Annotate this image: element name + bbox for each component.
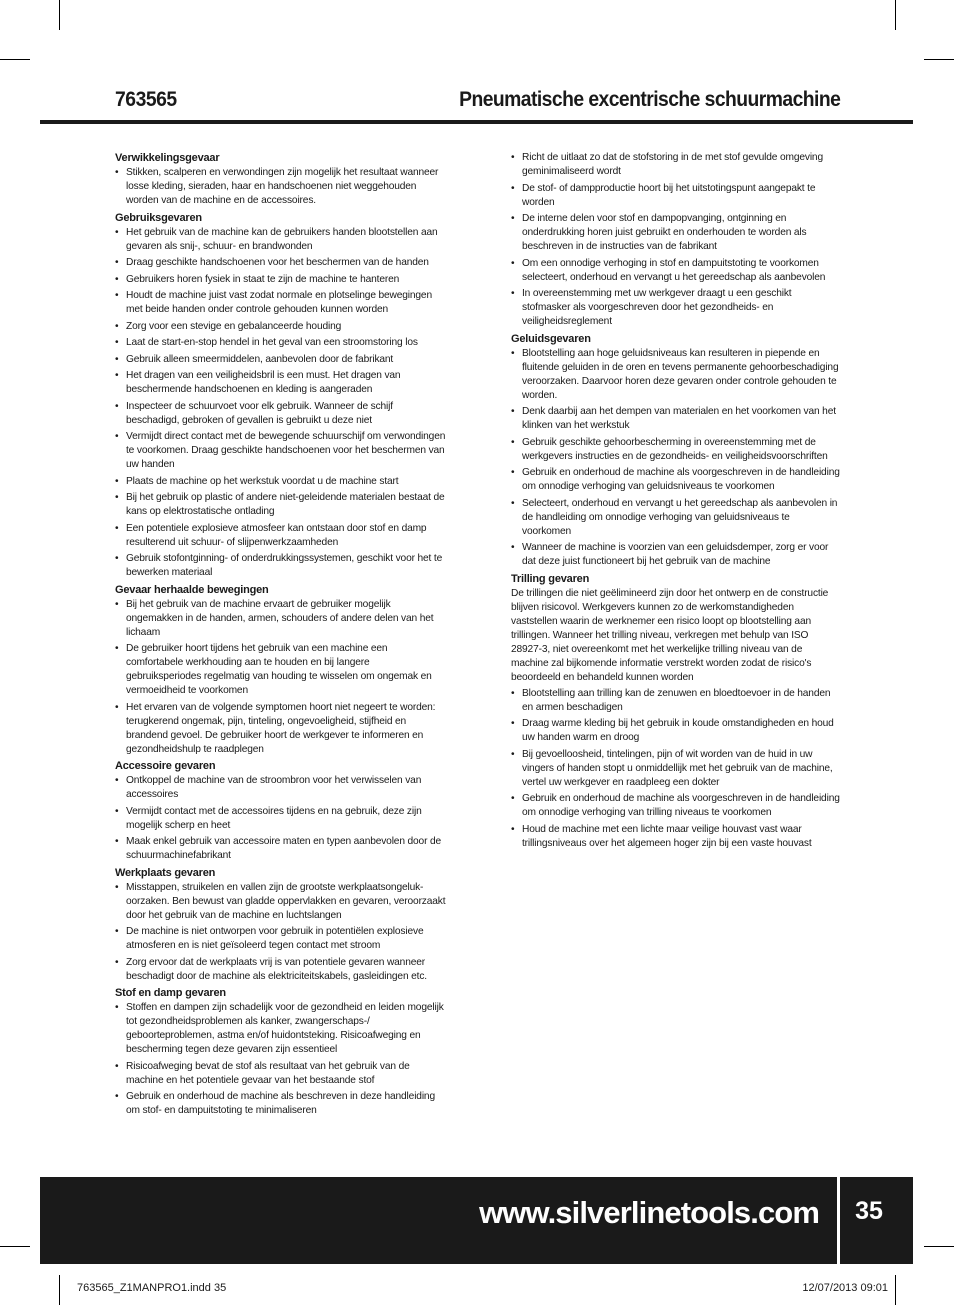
list-item-text: Gebruik en onderhoud de machine als voorgeschreven in de handleiding om onnodige verhoging van trilling niveaus te voorkomen bbox=[522, 793, 840, 818]
list-item bbox=[115, 701, 447, 757]
bullet-icon: • bbox=[511, 467, 515, 478]
list-item-text: Vermijdt direct contact met de bewegende schuurschijf om verwondingen te voorkomen. Draag geschikte handschoenen voor het beschermen van uw handen bbox=[126, 431, 446, 470]
list-item-text: Een potentiele explosieve atmosfeer kan ontstaan door stof en damp resulterend uit schuur- of slijpenwerkzaamheden bbox=[126, 522, 427, 548]
section-heading: Geluidsgevaren bbox=[511, 332, 591, 345]
list-item-text: Bij het gebruik van de machine ervaart de gebruiker mogelijk ongemakken in de handen, armen, schouders of andere delen van het lichaam bbox=[126, 598, 434, 638]
list-item bbox=[511, 823, 841, 851]
crop-mark bbox=[59, 1275, 60, 1305]
list-item bbox=[115, 369, 447, 397]
list-item bbox=[511, 792, 841, 820]
product-code: 763565 bbox=[115, 88, 177, 111]
bullet-icon: • bbox=[115, 370, 119, 381]
list-item-text: Houd de machine met een lichte maar veilige houvast vast waar trillingsniveaus over het algemeen hoger zijn bij een vaste houvast bbox=[522, 823, 812, 849]
list-item-text: Laat de start-en-stop hendel in het geval van een stroomstoring los bbox=[126, 337, 418, 348]
list-item bbox=[115, 336, 447, 350]
bullet-list bbox=[115, 226, 447, 581]
crop-mark bbox=[59, 0, 60, 30]
list-item-text: Plaats de machine op het werkstuk voordat u de machine start bbox=[126, 475, 399, 487]
bullet-icon: • bbox=[511, 436, 515, 448]
section-heading: Gevaar herhaalde bewegingen bbox=[115, 583, 269, 596]
list-item bbox=[115, 491, 447, 519]
list-item bbox=[511, 212, 841, 254]
list-item bbox=[115, 166, 447, 208]
bullet-list bbox=[115, 166, 447, 208]
list-item-text: Blootstelling aan trilling kan de zenuwen en bloedtoevoer in de handen en armen beschadigen bbox=[522, 687, 831, 713]
list-item bbox=[115, 1001, 447, 1057]
bullet-list bbox=[115, 774, 447, 863]
list-item-text: Het dragen van een veiligheidsbril is een must. Het dragen van beschermende handschoenen en kleding is aangeraden bbox=[126, 370, 401, 395]
bullet-icon: • bbox=[115, 553, 119, 564]
bullet-icon: • bbox=[115, 273, 119, 285]
list-item bbox=[115, 552, 447, 580]
list-item-text: Ontkoppel de machine van de stroombron voor het verwisselen van accessoires bbox=[126, 775, 422, 800]
bullet-icon: • bbox=[511, 748, 515, 760]
page-number-box bbox=[840, 1177, 913, 1264]
list-item-text: Blootstelling aan hoge geluidsniveaus kan resulteren in piepende en fluitende geluiden in de oren en tevens permanente gehoorbeschadiging veroorzaken. Daarvoor horen deze gevaren onder controle gehouden te worden. bbox=[522, 347, 839, 401]
bullet-icon: • bbox=[115, 320, 119, 332]
list-item bbox=[511, 748, 841, 790]
list-item-text: Gebruik alleen smeermiddelen, aanbevolen door de fabrikant bbox=[126, 353, 394, 365]
list-item-text: Gebruik en onderhoud de machine als voorgeschreven in de handleiding om onnodige verhoging van geluidsniveaus te voorkomen bbox=[522, 467, 840, 492]
right-column bbox=[511, 151, 841, 853]
list-item-text: Denk daarbij aan het dempen van materialen en het voorkomen van het klinken van het werkstuk bbox=[522, 406, 836, 431]
website-link[interactable]: www.silverlinetools.com bbox=[479, 1195, 819, 1230]
list-item bbox=[115, 430, 447, 472]
section-heading: Verwikkelingsgevaar bbox=[115, 152, 220, 164]
bullet-icon: • bbox=[511, 182, 515, 194]
bullet-icon: • bbox=[115, 522, 119, 534]
bullet-icon: • bbox=[115, 643, 119, 654]
bullet-icon: • bbox=[511, 497, 515, 509]
bullet-icon: • bbox=[115, 598, 119, 610]
list-item-text: Wanneer de machine is voorzien van een geluidsdemper, zorg er voor dat deze juist functioneert bij het gebruik van de machine bbox=[522, 542, 829, 567]
date-slug: 12/07/2013 09:01 bbox=[802, 1282, 888, 1294]
bullet-icon: • bbox=[511, 257, 515, 269]
section-heading: Werkplaats gevaren bbox=[115, 866, 216, 879]
list-item bbox=[115, 522, 447, 550]
list-item-text: Draag geschikte handschoenen voor het beschermen van de handen bbox=[126, 257, 429, 268]
bullet-icon: • bbox=[115, 290, 119, 301]
bullet-icon: • bbox=[115, 492, 119, 503]
list-item bbox=[115, 642, 447, 698]
bullet-icon: • bbox=[115, 1091, 119, 1102]
bullet-icon: • bbox=[115, 226, 119, 238]
list-item bbox=[115, 925, 447, 953]
bullet-icon: • bbox=[115, 167, 119, 178]
crop-mark bbox=[924, 59, 954, 60]
page-title: Pneumatische excentrische schuurmachine bbox=[458, 88, 840, 111]
crop-mark bbox=[895, 1275, 896, 1305]
list-item bbox=[115, 320, 447, 334]
list-item bbox=[115, 835, 447, 863]
list-item-text: Gebruik stofontginning- of onderdrukkingssystemen, geschikt voor het te bewerken materiaal bbox=[126, 553, 443, 578]
bullet-icon: • bbox=[115, 337, 119, 348]
bullet-icon: • bbox=[511, 406, 515, 417]
bullet-icon: • bbox=[511, 288, 515, 299]
bullet-icon: • bbox=[115, 431, 119, 442]
list-item-text: Risicoafweging bevat de stof als resultaat van het gebruik van de machine en het potentiele gevaar van het bestaande stof bbox=[126, 1060, 410, 1086]
bullet-icon: • bbox=[115, 701, 119, 713]
bullet-icon: • bbox=[115, 257, 119, 268]
list-item bbox=[115, 289, 447, 317]
bullet-icon: • bbox=[511, 823, 515, 835]
list-item bbox=[115, 598, 447, 640]
list-item bbox=[511, 436, 841, 464]
crop-mark bbox=[0, 59, 30, 60]
list-item-text: Gebruik geschikte gehoorbescherming in overeenstemming met de werkgevers instructies en de gezondheids- en veiligheidsvoorschriften bbox=[522, 436, 828, 462]
bullet-list bbox=[115, 598, 447, 757]
footer-bar bbox=[40, 1177, 837, 1264]
list-item-text: Bij het gebruik op plastic of andere niet-geleidende materialen bestaat de kans op elektrostatische ontlading bbox=[126, 492, 445, 517]
bullet-icon: • bbox=[511, 718, 515, 729]
list-item-text: Zorg ervoor dat de werkplaats vrij is van potentiele gevaren wanneer beschadigt door de machine als elektriciteitskabels, gasleidingen etc. bbox=[126, 956, 427, 982]
list-item bbox=[511, 182, 841, 210]
page-number: 35 bbox=[855, 1197, 883, 1225]
header-rule bbox=[40, 120, 913, 124]
list-item bbox=[511, 687, 841, 715]
list-item bbox=[115, 805, 447, 833]
bullet-icon: • bbox=[115, 475, 119, 487]
list-item bbox=[511, 347, 841, 403]
list-item bbox=[511, 717, 841, 745]
bullet-icon: • bbox=[115, 353, 119, 365]
section-heading: Gebruiksgevaren bbox=[115, 211, 202, 224]
section-heading: Trilling gevaren bbox=[511, 572, 590, 585]
list-item bbox=[511, 151, 841, 179]
list-item-text: De gebruiker hoort tijdens het gebruik van een machine een comfortabele werkhouding aan te houden en bij langere gebruiksperiodes regelmatig van houding te wisselen om ongemak en vermoeidheid te voorkomen bbox=[126, 643, 432, 696]
bullet-list bbox=[511, 687, 841, 851]
bullet-icon: • bbox=[511, 542, 515, 553]
list-item-text: Gebruikers horen fysiek in staat te zijn de machine te hanteren bbox=[126, 273, 400, 285]
bullet-list bbox=[115, 881, 447, 984]
list-item bbox=[115, 956, 447, 984]
list-item bbox=[511, 257, 841, 285]
list-item-text: De stof- of dampproductie hoort bij het uitstotingspunt aangepakt te worden bbox=[522, 182, 816, 208]
list-item bbox=[511, 466, 841, 494]
crop-mark bbox=[895, 0, 896, 30]
bullet-icon: • bbox=[115, 926, 119, 937]
list-item bbox=[115, 256, 447, 270]
bullet-icon: • bbox=[115, 956, 119, 968]
bullet-list bbox=[511, 151, 841, 329]
list-item-text: Draag warme kleding bij het gebruik in koude omstandigheden en houd uw handen warm en droog bbox=[522, 718, 834, 743]
bullet-icon: • bbox=[115, 400, 119, 412]
list-item bbox=[115, 881, 447, 923]
list-item-text: Het ervaren van de volgende symptomen hoort niet negeert te worden: terugkerend ongemak, pijn, tinteling, ongevoeligheid, stijfheid en brandend gevoel. De gebruiker hoort de werkgever te informeren en gezondheidshulp te raadplegen bbox=[126, 701, 436, 755]
list-item-text: Inspecteer de schuurvoet voor elk gebruik. Wanneer de schijf beschadigd, gebroken of gevallen is gebruikt u deze niet bbox=[126, 400, 393, 426]
bullet-icon: • bbox=[115, 805, 119, 817]
list-item-text: Het gebruik van de machine kan de gebruikers handen blootstellen aan gevaren als snij-, schuur- en brandwonden bbox=[126, 226, 438, 252]
list-item-text: Zorg voor een stevige en gebalanceerde houding bbox=[126, 320, 342, 332]
list-item-text: Houdt de machine juist vast zodat normale en plotselinge bewegingen met beide handen onder controle gehouden kunnen worden bbox=[126, 290, 432, 315]
bullet-icon: • bbox=[115, 1060, 119, 1072]
crop-mark bbox=[0, 1246, 30, 1247]
list-item-text: Bij gevoelloosheid, tintelingen, pijn of wit worden van de huid in uw vingers of handen stopt u onmiddellijk met het gebruik van de machine, vertel uw werkgever en raadpleeg een dokter bbox=[522, 748, 833, 788]
left-column bbox=[115, 151, 447, 1121]
list-item-text: Maak enkel gebruik van accessoire maten en typen aanbevolen door de schuurmachinefabrikant bbox=[126, 836, 442, 861]
list-item-text: Gebruik en onderhoud de machine als beschreven in deze handleiding om stof- en dampuitstoting te minimaliseren bbox=[126, 1091, 435, 1116]
list-item bbox=[511, 541, 841, 569]
list-item-text: Stikken, scalperen en verwondingen zijn mogelijk het resultaat wanneer losse kleding, sieraden, haar en handschoenen niet weggehouden worden van de machine en de accessoires. bbox=[126, 167, 439, 206]
bullet-icon: • bbox=[115, 881, 119, 893]
list-item-text: Misstappen, struikelen en vallen zijn de grootste werkplaatsongeluk- oorzaken. Ben bewust van gladde oppervlakken en gevaren, veroorzaakt door het gebruik van de machine en luchtslangen bbox=[126, 881, 446, 921]
list-item-text: Selecteert, onderhoud en vervangt u het gereedschap als aanbevolen in de handleiding om onnodige verhoging van geluidsniveaus te voorkomen bbox=[522, 497, 838, 537]
bullet-icon: • bbox=[511, 152, 515, 163]
section-heading: Accessoire gevaren bbox=[115, 760, 216, 772]
bullet-icon: • bbox=[115, 775, 119, 786]
section-paragraph: De trillingen die niet geëlimineerd zijn door het ontwerp en de constructie blijven risicovol. Werkgevers kunnen zo de werkomstandigheden vaststellen waarin de werknemer een risico loopt op blootstelling aan trillingen. Wanneer het trilling niveau, verkregen met behulp van ISO 28927-3, niet overeenkomt met het werkelijke trilling niveau van de machine zal bijkomende informatie verstrekt worden zodat de risico's beoordeeld en behandeld kunnen worden bbox=[511, 587, 829, 683]
bullet-icon: • bbox=[115, 836, 119, 847]
list-item bbox=[115, 226, 447, 254]
list-item bbox=[115, 774, 447, 802]
bullet-icon: • bbox=[511, 347, 515, 359]
bullet-list bbox=[511, 347, 841, 570]
list-item-text: Om een onnodige verhoging in stof en dampuitstoting te voorkomen selecteert, onderhoud en vervangt u het gereedschap als aanbevolen bbox=[522, 257, 826, 283]
list-item bbox=[511, 497, 841, 539]
list-item bbox=[115, 1090, 447, 1118]
section-heading: Stof en damp gevaren bbox=[115, 987, 226, 999]
list-item bbox=[115, 273, 447, 287]
bullet-icon: • bbox=[511, 213, 515, 224]
list-item bbox=[115, 353, 447, 367]
bullet-icon: • bbox=[511, 687, 515, 699]
bullet-icon: • bbox=[511, 793, 515, 804]
list-item bbox=[115, 475, 447, 489]
list-item-text: De machine is niet ontworpen voor gebruik in potentiëlen explosieve atmosferen en is niet geïsoleerd tegen contact met stroom bbox=[126, 926, 424, 951]
bullet-icon: • bbox=[115, 1002, 119, 1013]
list-item-text: In overeenstemming met uw werkgever draagt u een geschikt stofmasker als voorgeschreven door het gezondheids- en veiligheidsreglement bbox=[522, 288, 792, 327]
list-item-text: Stoffen en dampen zijn schadelijk voor de gezondheid en leiden mogelijk tot gezondheidsproblemen als kanker, zwangerschaps-/ geboorteproblemen, astma en/of huidontsteking. Risicoafweging en bescherming tegen deze gevaren zijn essentieel bbox=[126, 1002, 444, 1055]
list-item bbox=[511, 287, 841, 329]
list-item-text: Vermijdt contact met de accessoires tijdens en na gebruik, deze zijn mogelijk scherp en heet bbox=[126, 805, 422, 831]
list-item bbox=[115, 400, 447, 428]
file-slug: 763565_Z1MANPRO1.indd 35 bbox=[77, 1282, 227, 1294]
list-item-text: De interne delen voor stof en dampopvanging, ontginning en onderdrukking horen juist gebruikt en onderhouden te worden als beschreven in de instructies van de fabrikant bbox=[522, 213, 807, 252]
list-item bbox=[115, 1060, 447, 1088]
bullet-list bbox=[115, 1001, 447, 1118]
list-item bbox=[511, 405, 841, 433]
list-item-text: Richt de uitlaat zo dat de stofstoring in de met stof gevulde omgeving geminimaliseerd wordt bbox=[522, 152, 823, 177]
crop-mark bbox=[924, 1246, 954, 1247]
